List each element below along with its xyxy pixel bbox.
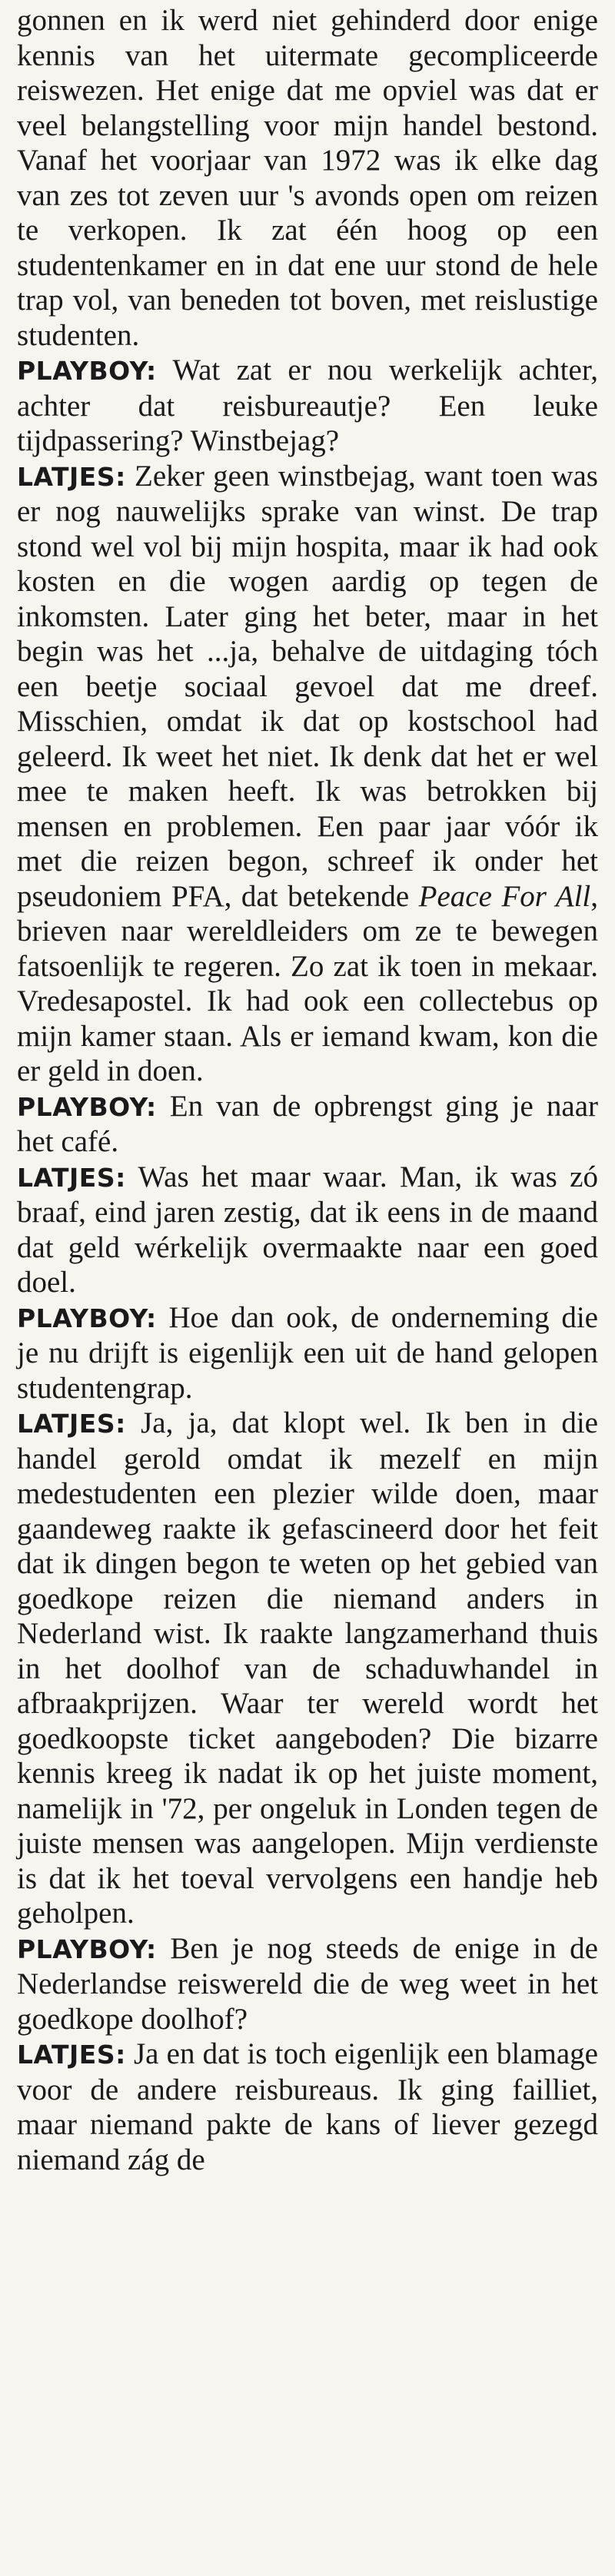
speaker-label: PLAYBOY: (17, 356, 157, 386)
paragraph-answer (17, 1406, 598, 1931)
paragraph-question (17, 1931, 598, 2037)
italic-phrase: Peace For All (418, 879, 591, 913)
speaker-label: LATJES: (17, 1162, 126, 1193)
paragraph-text: Zeker geen winstbejag, want toen was er nog nauwelijks sprake van winst. De trap stond wel vol bij mijn hospita, maar ik had ook kosten en die wogen aardig op tegen de inkomsten. Later ging het beter, maar in het begin was het ...ja, behalve de uitdaging tóch een beetje sociaal gevoel dat me dreef. Misschien, omdat ik dat op kostschool had geleerd. Ik weet het niet. Ik denk dat het er wel mee te maken heeft. Ik was betrokken bij mensen en problemen. Een paar jaar vóór ik met die reizen begon, schreef ik onder het pseudoniem PFA, dat betekende (17, 459, 598, 913)
speaker-label: LATJES: (17, 461, 126, 492)
paragraph-text: Hoe dan ook, de onderneming die je nu drijft is eigenlijk een uit de hand gelopen studentengrap. (17, 1300, 598, 1405)
speaker-label: LATJES: (17, 2040, 126, 2070)
paragraph-text: En van de opbrengst ging je naar het café. (17, 1089, 598, 1158)
paragraph-text: gonnen en ik werd niet gehinderd door enige kennis van het uitermate gecompliceerde reiswezen. Het enige dat me opviel was dat er veel belangstelling voor mijn handel bestond. Vanaf het voorjaar van 1972 was ik elke dag van zes tot zeven uur 's avonds open om reizen te verkopen. Ik zat één hoog op een studentenkamer en in dat ene uur stond de hele trap vol, van beneden tot boven, met reislustige studenten. (17, 4, 598, 352)
paragraph-question (17, 1300, 598, 1406)
paragraph-text: Ja, ja, dat klopt wel. Ik ben in die handel gerold omdat ik mezelf en mijn medestudenten een plezier wilde doen, maar gaandeweg raakte ik gefascineerd door het feit dat ik dingen begon te weten op het gebied van goedkope reizen die niemand anders in Nederland wist. Ik raakte langzamerhand thuis in het doolhof van de schaduwhandel in afbraakprijzen. Waar ter wereld wordt het goedkoopste ticket aangeboden? Die bizarre kennis kreeg ik nadat ik op het juiste moment, namelijk in '72, per ongeluk in Londen tegen de juiste mensen was aangelopen. Mijn verdienste is dat ik het toeval vervolgens een handje heb geholpen. (17, 1406, 598, 1930)
speaker-label: PLAYBOY: (17, 1303, 157, 1333)
paragraph-intro (17, 3, 598, 353)
paragraph-answer (17, 2037, 598, 2177)
paragraph-text: Wat zat er nou werkelijk achter, achter dat reisbureautje? Een leuke tijdpassering? Winstbejag? (17, 354, 598, 457)
speaker-label: PLAYBOY: (17, 1934, 157, 1964)
paragraph-question (17, 1089, 598, 1160)
paragraph-text: Was het maar waar. Man, ik was zó braaf, eind jaren zestig, dat ik eens in de maand dat geld wérkelijk overmaakte naar een goed doel. (17, 1160, 598, 1299)
speaker-label: PLAYBOY: (17, 1091, 157, 1122)
paragraph-text: Ben je nog steeds de enige in de Nederlandse reiswereld die de weg weet in het goedkope doolhof? (17, 1931, 598, 2036)
paragraph-question (17, 353, 598, 459)
paragraph-text: Ja en dat is toch eigenlijk een blamage voor de andere reisbureaus. Ik ging failliet, maar niemand pakte de kans of liever gezegd niemand zág de (17, 2037, 598, 2176)
speaker-label: LATJES: (17, 1409, 126, 1439)
paragraph-answer (17, 459, 598, 1089)
paragraph-text-continued: , brieven naar wereldleiders om ze te bewegen fatsoenlijk te regeren. Zo zat ik toen in mekaar. Vredesapostel. Ik had ook een collectebus op mijn kamer staan. Als er iemand kwam, kon die er geld in doen. (17, 879, 599, 1087)
paragraph-answer (17, 1160, 598, 1300)
